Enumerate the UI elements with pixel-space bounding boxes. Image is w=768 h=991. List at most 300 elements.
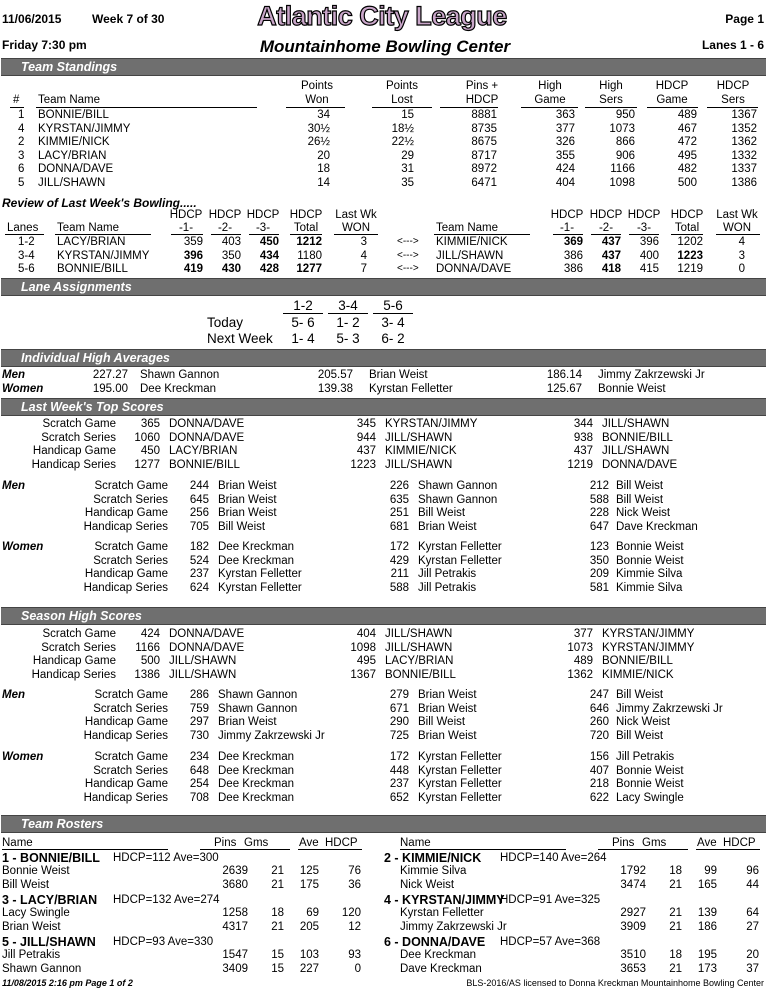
roster-pins: 2639 [222,865,248,877]
review-a3: 450 [259,236,279,248]
rosters-section-bar [1,815,766,833]
standings-hds: 1352 [731,122,757,135]
score-name: Dee Kreckman [218,778,295,791]
standings-hds: 1332 [731,149,757,162]
roster-games: 21 [669,920,682,933]
standings-pins: 8972 [471,163,497,176]
men-label: Men [2,689,25,701]
roster-team-info: HDCP=91 Ave=325 [500,894,601,906]
footer-right: BLS-2016/AS licensed to Donna Kreckman Mountainhome Bowling Center [466,978,764,988]
roster-handicap: 64 [746,907,759,919]
standings-lost: 31 [401,163,414,176]
standings-team: KYRSTAN/JIMMY [38,122,131,135]
review-title: Review of Last Week's Bowling..... [2,196,197,210]
review-at: 1277 [296,263,322,276]
score-name: Jill Petrakis [616,751,675,763]
lane-assignment: 1- 2 [336,315,360,330]
roster-team-title: 1 - BONNIE/BILL [2,851,100,865]
score-value: 624 [189,581,209,594]
review-lanes: 3-4 [18,249,35,262]
center-name: Mountainhome Bowling Center [259,37,511,56]
score-name: JILL/SHAWN [602,418,670,430]
score-category: Scratch Game [42,628,116,640]
women-label: Women [2,751,44,763]
review-versus: <---> [397,249,419,261]
standings-hds: 1367 [731,109,757,121]
roster-average: 139 [697,907,717,919]
score-category: Handicap Series [83,581,168,594]
roster-average: 103 [299,949,319,961]
roster-pins: 3909 [620,920,646,933]
score-name: DONNA/DAVE [169,418,245,430]
roster-col-header: Ave [697,837,717,849]
footer-left: 11/08/2015 2:16 pm Page 1 of 2 [2,978,133,988]
roster-col-header: HDCP [723,837,756,849]
review-col-header: HDCP [289,209,323,221]
roster-handicap: 0 [354,962,361,975]
score-value: 123 [589,541,609,553]
roster-team-title: 5 - JILL/SHAWN [2,935,96,949]
review-col-header: -2- [217,222,233,234]
standings-section-title: Team Standings [21,60,118,74]
lane-pair-header: 3-4 [338,298,358,313]
score-value: 350 [589,554,609,567]
score-value: 211 [390,568,409,581]
header-rule [55,234,151,235]
standings-hs: 906 [615,149,635,162]
roster-pins: 3653 [620,962,646,975]
score-category: Handicap Series [83,729,168,742]
review-col-header: HDCP [208,209,242,221]
score-value: 622 [589,791,609,804]
season-section-title: Season High Scores [21,609,142,623]
roster-player-name: Kyrstan Felletter [400,907,484,919]
header-rule [10,107,24,108]
review-a3: 428 [259,263,279,276]
score-category: Handicap Series [83,791,168,804]
standings-hds: 1337 [731,163,757,176]
roster-team-title: 4 - KYRSTAN/JIMMY [384,893,505,907]
standings-pins: 8881 [471,109,497,121]
standings-lost: 35 [401,177,414,189]
top-scores-section-bar [1,398,766,416]
top-scores-section-title: Last Week's Top Scores [21,400,164,414]
score-name: Bonnie Weist [616,764,684,777]
average-value: 125.67 [546,383,582,395]
review-bt: 1223 [677,249,703,262]
average-value: 227.27 [92,369,128,381]
score-value: 237 [189,568,209,581]
review-b1: 386 [563,263,583,276]
day-time: Friday 7:30 pm [2,38,87,52]
review-b1: 369 [563,236,583,248]
score-name: Bill Weist [616,729,664,742]
score-value: 647 [589,520,609,533]
standings-hs: 1098 [609,177,635,189]
roster-pins: 1547 [222,949,248,961]
score-value: 172 [389,541,409,553]
average-value: 195.00 [92,383,128,395]
review-lanes: 5-6 [18,263,35,276]
header-rule [671,234,703,235]
score-category: Scratch Game [94,689,168,701]
roster-pins: 3510 [620,949,646,961]
roster-player-name: Bonnie Weist [2,865,70,877]
report-date: 11/06/2015 [2,12,62,26]
score-name: Jimmy Zakrzewski Jr [616,702,723,715]
roster-pins: 2927 [620,907,646,919]
review-col-header: WON [341,222,371,234]
review-b2: 437 [601,236,621,248]
header-rule [2,849,168,850]
standings-won: 14 [317,177,330,189]
score-value: 209 [589,568,609,581]
standings-won: 18 [317,163,330,176]
header-rule [171,234,203,235]
header-rule [200,849,290,850]
score-name: Kyrstan Felletter [218,568,302,581]
roster-games: 18 [669,865,682,877]
standings-team: DONNA/DAVE [38,163,114,176]
standings-hdg: 489 [677,109,697,121]
score-value: 652 [389,791,409,804]
roster-games: 21 [669,962,682,975]
lane-row-label: Next Week [207,331,273,346]
score-name: Shawn Gannon [418,480,498,492]
score-category: Scratch Series [93,493,168,506]
review-col-header: Team Name [436,222,498,234]
score-value: 1219 [567,458,593,471]
standings-rank: 3 [18,149,25,162]
lanes-label: Lanes 1 - 6 [701,38,764,52]
roster-games: 21 [669,878,682,891]
roster-col-header: Pins [214,837,237,849]
score-value: 290 [389,716,409,729]
score-category: Scratch Game [94,541,168,553]
standings-hdg: 467 [677,122,697,135]
score-category: Handicap Game [84,507,168,520]
week-label: Week 7 of 30 [92,12,165,26]
header-rule [328,313,368,314]
review-col-header: HDCP [246,209,280,221]
score-value: 254 [189,778,209,791]
averages-section-bar [1,349,766,367]
score-value: 260 [589,716,609,729]
review-col-header: HDCP [670,209,704,221]
score-value: 635 [389,493,409,506]
score-value: 1386 [134,668,160,681]
score-value: 156 [589,751,609,763]
roster-games: 21 [271,920,284,933]
review-col-header: Team Name [57,222,119,234]
roster-player-name: Lacy Swingle [2,907,70,919]
score-value: 407 [589,764,609,777]
score-value: 212 [589,480,609,492]
standings-col-header: Sers [721,94,745,106]
header-rule [211,234,241,235]
score-name: Bill Weist [616,689,664,701]
roster-handicap: 37 [746,962,759,975]
score-value: 218 [589,778,609,791]
review-team: KYRSTAN/JIMMY [57,249,150,262]
score-name: Kyrstan Felletter [418,791,502,804]
score-name: JILL/SHAWN [385,431,453,444]
roster-average: 173 [697,962,717,975]
review-col-header: Last Wk [716,209,758,221]
score-category: Scratch Series [41,641,116,654]
score-name: DONNA/DAVE [169,641,245,654]
review-a1: 359 [183,236,203,248]
score-name: KIMMIE/NICK [385,445,457,458]
score-value: 172 [389,751,409,763]
review-a3: 434 [259,249,279,262]
standings-team: JILL/SHAWN [38,177,106,189]
review-col-header: Total [674,222,700,234]
score-value: 648 [189,764,209,777]
roster-col-header: Pins [612,837,635,849]
review-b2: 437 [601,249,621,262]
score-value: 247 [589,689,609,701]
roster-player-name: Jimmy Zakrzewski Jr [400,920,507,933]
score-value: 944 [356,431,376,444]
score-value: 1367 [350,668,376,681]
review-col-header: -2- [598,222,614,234]
review-col-header: HDCP [550,209,584,221]
lane-pair-header: 1-2 [293,298,313,313]
review-a2: 403 [221,236,241,248]
score-name: BONNIE/BILL [602,431,673,444]
review-bw: 4 [738,236,745,248]
standings-col-header: High [599,80,623,92]
standings-hdg: 495 [677,149,697,162]
header-rule [696,849,760,850]
lane-assignment: 1- 4 [291,331,315,346]
header-rule [400,849,566,850]
standings-pins: 8717 [471,149,497,162]
header-rule [298,849,362,850]
standings-lost: 15 [401,109,414,121]
score-name: Brian Weist [218,507,277,520]
score-name: Dee Kreckman [218,541,295,553]
standings-hg: 363 [555,109,575,121]
roster-games: 15 [271,949,284,961]
review-b1: 386 [563,249,583,262]
review-lanes: 1-2 [18,236,35,248]
standings-col-header: Game [534,94,566,106]
lanes-section-title: Lane Assignments [21,280,132,294]
roster-games: 18 [669,949,682,961]
score-value: 489 [573,655,593,668]
standings-hg: 326 [555,136,575,149]
score-name: Bonnie Weist [616,778,684,791]
roster-average: 186 [697,920,717,933]
score-value: 671 [389,702,409,715]
score-value: 645 [189,493,209,506]
review-col-header: Lanes [7,222,39,234]
roster-col-header: Name [400,837,431,849]
score-value: 234 [189,751,209,763]
score-value: 1098 [350,641,376,654]
score-name: BONNIE/BILL [602,655,673,668]
roster-handicap: 120 [341,907,361,919]
standings-pins: 8735 [471,122,497,135]
roster-pins: 3409 [222,962,248,975]
score-name: DONNA/DAVE [602,458,678,471]
score-value: 226 [389,480,409,492]
standings-col-header: HDCP [716,80,750,92]
score-name: LACY/BRIAN [385,655,454,668]
score-name: Bonnie Weist [616,541,684,553]
women-label: Women [2,383,44,395]
standings-col-header: Team Name [38,94,100,106]
review-b3: 396 [639,236,659,248]
standings-col-header: HDCP [655,80,689,92]
average-bowler: Jimmy Zakrzewski Jr [598,369,705,381]
roster-handicap: 96 [746,865,759,877]
roster-player-name: Kimmie Silva [400,865,467,877]
score-value: 344 [573,418,593,430]
score-value: 1060 [134,431,160,444]
score-name: Brian Weist [418,702,477,715]
standings-col-header: Points [386,80,418,92]
standings-team: KIMMIE/NICK [38,136,110,149]
score-name: JILL/SHAWN [169,655,237,668]
score-name: Brian Weist [218,493,277,506]
roster-average: 205 [299,920,319,933]
review-versus: <---> [397,263,419,275]
score-name: BONNIE/BILL [385,668,456,681]
score-value: 256 [189,507,209,520]
standings-hs: 1166 [610,163,635,176]
standings-team: LACY/BRIAN [38,149,107,162]
score-name: Kyrstan Felletter [418,778,502,791]
standings-hg: 377 [555,122,575,135]
standings-col-header: High [538,80,562,92]
header-rule [290,234,322,235]
score-value: 450 [140,445,160,458]
score-value: 244 [189,480,209,492]
header-rule [591,234,621,235]
score-value: 404 [356,628,376,640]
score-value: 448 [389,764,409,777]
standings-pins: 8675 [471,136,497,149]
standings-rank: 6 [18,163,25,176]
score-name: JILL/SHAWN [602,445,670,458]
roster-team-info: HDCP=57 Ave=368 [500,936,601,948]
score-value: 588 [589,493,609,506]
standings-hs: 950 [615,109,635,121]
score-name: BONNIE/BILL [169,458,240,471]
standings-hds: 1362 [731,136,757,149]
score-name: KYRSTAN/JIMMY [602,628,695,640]
score-value: 182 [189,541,209,553]
standings-hs: 866 [615,136,635,149]
standings-lost: 22½ [391,136,414,149]
review-bt: 1202 [677,236,703,248]
header-rule [36,107,257,108]
roster-player-name: Bill Weist [2,878,50,891]
roster-team-info: HDCP=132 Ave=274 [113,894,220,906]
header-rule [434,234,530,235]
roster-player-name: Brian Weist [2,920,61,933]
score-value: 237 [389,778,409,791]
score-name: Jimmy Zakrzewski Jr [218,729,325,742]
review-a2: 350 [221,249,241,262]
roster-handicap: 27 [746,920,759,933]
lane-assignment: 3- 4 [381,315,405,330]
score-value: 646 [589,702,609,715]
standings-won: 26½ [307,136,330,149]
lane-assignment: 6- 2 [381,331,405,346]
score-category: Handicap Series [83,520,168,533]
roster-average: 125 [299,865,319,877]
score-value: 1073 [567,641,593,654]
roster-handicap: 93 [348,949,361,961]
header-rule [334,234,378,235]
review-at: 1180 [297,249,322,262]
score-category: Scratch Series [93,702,168,715]
lanes-section-bar [1,278,766,296]
standings-hdg: 472 [677,136,697,149]
review-a2: 430 [221,263,241,276]
score-value: 437 [573,445,593,458]
average-bowler: Brian Weist [369,369,428,381]
header-rule [373,313,413,314]
score-value: 297 [189,716,209,729]
score-name: Kimmie Silva [616,568,683,581]
roster-team-info: HDCP=93 Ave=330 [113,936,214,948]
score-value: 424 [140,628,160,640]
roster-player-name: Nick Weist [400,878,455,891]
review-b3: 415 [639,263,659,276]
roster-col-header: HDCP [325,837,358,849]
score-value: 1277 [134,458,160,471]
score-name: Nick Weist [616,716,671,729]
standings-rank: 2 [18,136,25,149]
score-name: KIMMIE/NICK [602,668,674,681]
score-name: Shawn Gannon [218,689,298,701]
roster-player-name: Dave Kreckman [400,962,482,975]
score-category: Scratch Game [94,751,168,763]
average-bowler: Bonnie Weist [598,383,666,395]
score-name: Bonnie Weist [616,554,684,567]
standings-hs: 1073 [609,122,635,135]
score-name: DONNA/DAVE [169,431,245,444]
review-bw: 0 [738,263,745,276]
standings-col-header: Sers [599,94,623,106]
score-value: 720 [589,729,609,742]
header-rule [553,234,583,235]
score-value: 524 [189,554,209,567]
roster-col-header: Gms [244,837,269,849]
score-category: Scratch Game [94,480,168,492]
score-value: 1223 [350,458,376,471]
roster-average: 175 [299,878,319,891]
roster-handicap: 20 [746,949,759,961]
header-rule [440,107,498,108]
score-value: 1166 [135,641,160,654]
average-bowler: Kyrstan Felletter [369,383,453,395]
standings-won: 30½ [307,122,330,135]
score-name: Dave Kreckman [616,520,698,533]
score-category: Scratch Series [93,764,168,777]
standings-hdg: 482 [677,163,697,176]
standings-col-header: Points [301,80,333,92]
review-col-header: HDCP [627,209,661,221]
score-category: Scratch Series [41,431,116,444]
score-category: Scratch Series [93,554,168,567]
score-value: 437 [356,445,376,458]
